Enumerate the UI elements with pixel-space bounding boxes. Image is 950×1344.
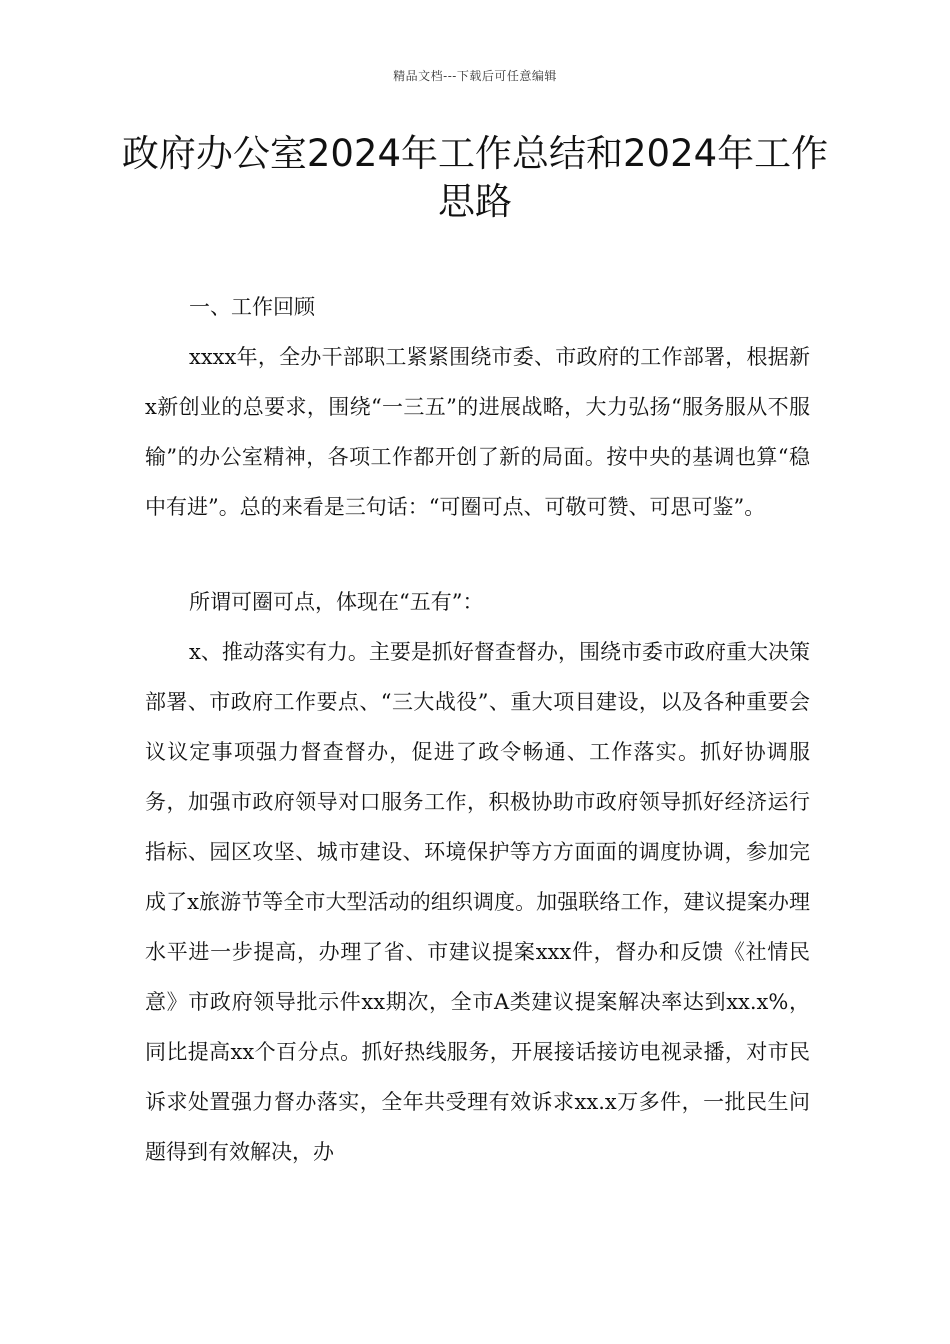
paragraph-five-haves: 所谓可圈可点，体现在“五有”： <box>189 590 484 614</box>
header-note: 精品文档---下载后可任意编辑 <box>393 69 557 83</box>
document-body <box>145 282 810 1177</box>
paragraph-implementation: x、推动落实有力。主要是抓好督查督办，围绕市委市政府重大决策部署、市政府工作要点、“三大战役”、重大项目建设，以及各种重要会议议定事项强力督查督办，促进了政令畅通、工作落实。抓好协调服务，加强市政府领导对口服务工作，积极协助市政府领导抓好经济运行指标、园区攻坚、城市建设、环境保护等方方面面的调度协调，参加完成了x旅游节等全市大型活动的组织调度。加强联络工作，建议提案办理水平进一步提高，办理了省、市建议提案xxx件，督办和反馈《社情民意》市政府领导批示件xx期次，全市A类建议提案解决率达到xx.x%，同比提高xx个百分点。抓好热线服务，开展接话接访电视录播，对市民诉求处置强力督办落实，全年共受理有效诉求xx.x万多件，一批民生问题得到有效解决，办 <box>145 640 810 1164</box>
section-heading: 一、工作回顾 <box>189 295 315 319</box>
paragraph-overview: xxxx年，全办干部职工紧紧围绕市委、市政府的工作部署，根据新x新创业的总要求，围绕“一三五”的进展战略，大力弘扬“服务服从不服输”的办公室精神，各项工作都开创了新的局面。按中央的基调也算“稳中有进”。总的来看是三句话：“可圈可点、可敬可赞、可思可鉴”。 <box>145 345 810 519</box>
document-title: 政府办公室2024年工作总结和2024年工作思路 <box>121 132 829 223</box>
